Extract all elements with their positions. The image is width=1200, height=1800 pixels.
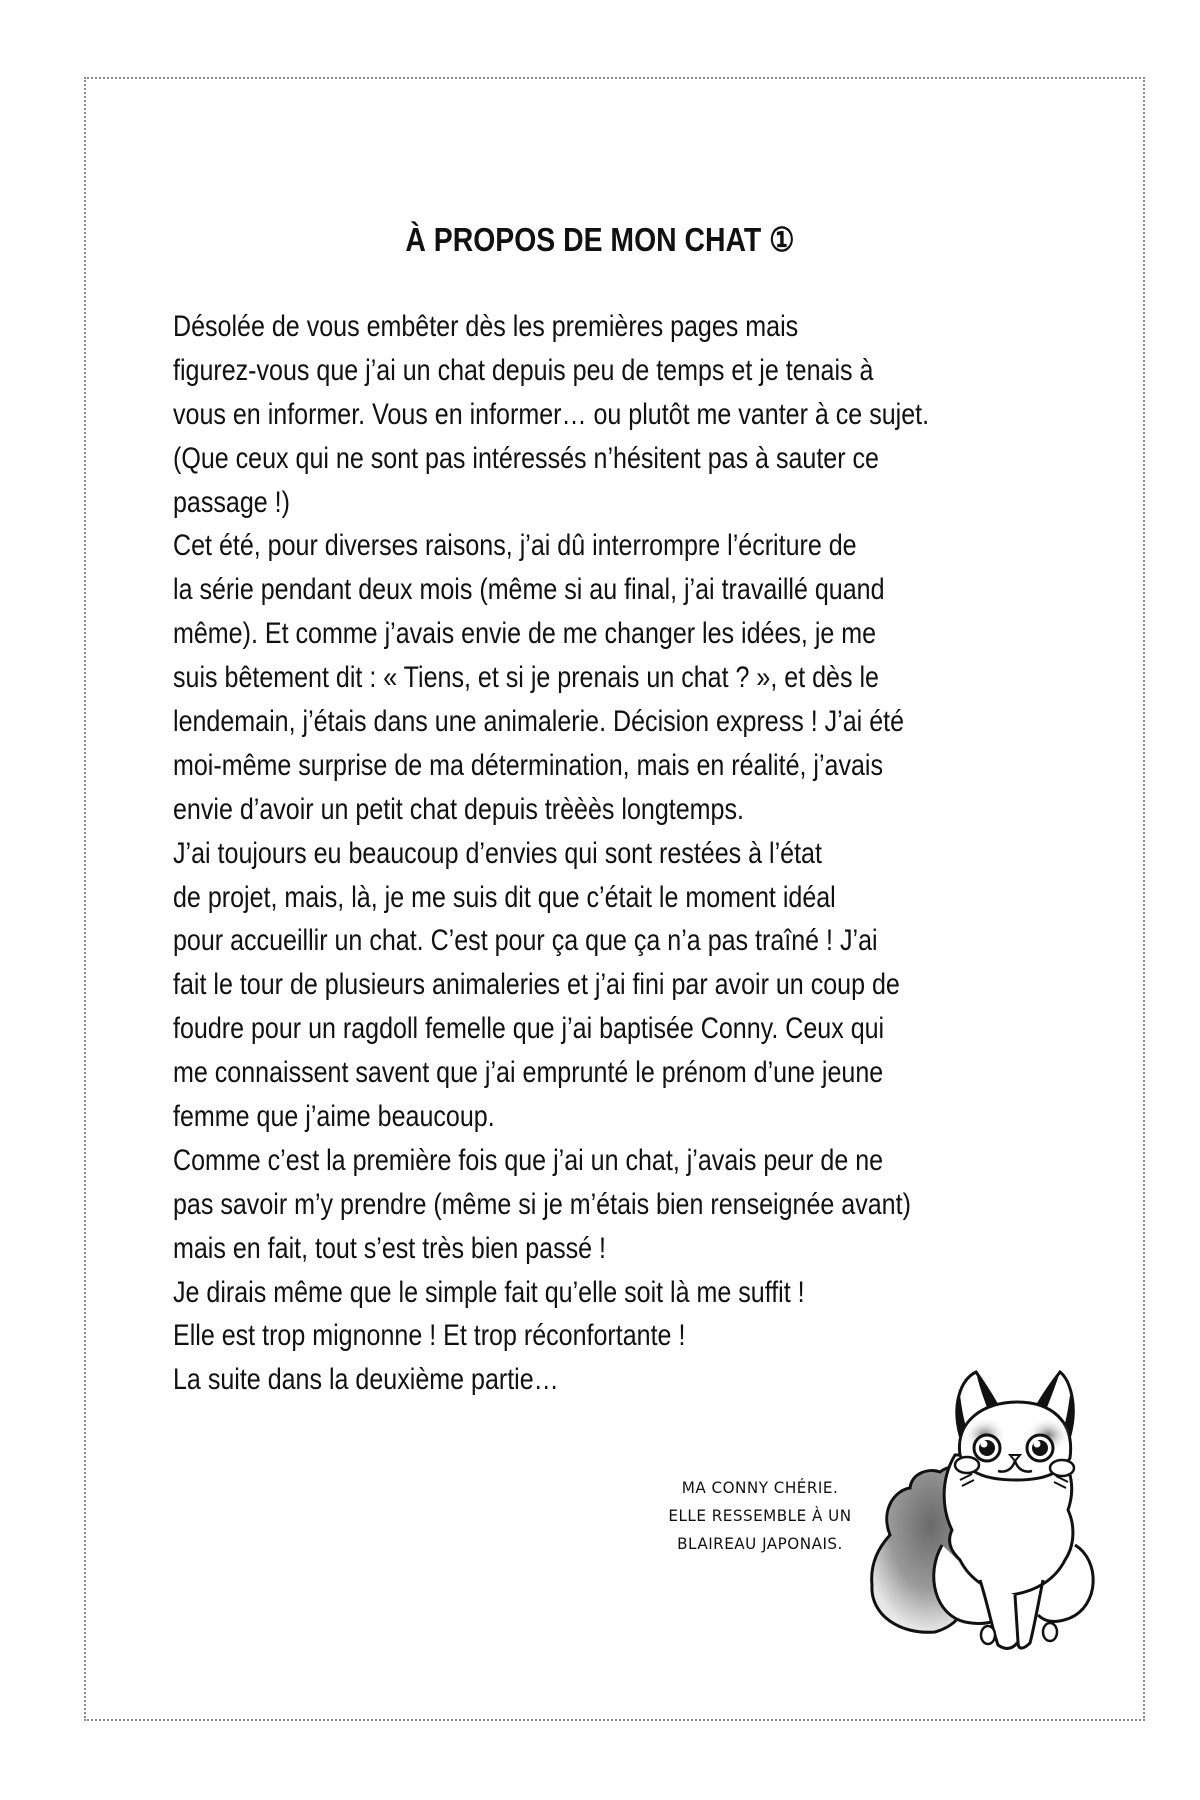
body-line: figurez-vous que j’ai un chat depuis peu de temps et je tenais à (173, 353, 874, 387)
body-line: foudre pour un ragdoll femelle que j’ai baptisée Conny. Ceux qui (173, 1012, 885, 1046)
body-line: Désolée de vous embêter dès les premières pages mais (173, 310, 799, 343)
page-title: À PROPOS DE MON CHAT ① (405, 221, 795, 258)
illustration-caption (660, 1474, 860, 1558)
body-line: pour accueillir un chat. C’est pour ça que ça n’a pas traîné ! J’ai (173, 924, 878, 958)
cat-illustration (860, 1360, 1105, 1665)
body-line: Elle est trop mignonne ! Et trop réconfortante ! (173, 1319, 686, 1353)
body-line: La suite dans la deuxième partie… (173, 1363, 559, 1397)
body-line: lendemain, j’étais dans une animalerie. Décision express ! J’ai été (173, 705, 905, 739)
body-line: envie d’avoir un petit chat depuis trèèès longtemps. (173, 792, 744, 826)
body-line: moi-même surprise de ma détermination, mais en réalité, j’avais (173, 748, 884, 782)
body-line: mais en fait, tout s’est très bien passé ! (173, 1231, 607, 1265)
body-line: la série pendant deux mois (même si au final, j’ai travaillé quand (173, 573, 885, 607)
caption-line: MA CONNY CHÉRIE. (681, 1478, 839, 1497)
body-line: Je dirais même que le simple fait qu’elle soit là me suffit ! (173, 1275, 805, 1309)
caption-line: BLAIREAU JAPONAIS. (677, 1534, 843, 1553)
caption-line: ELLE RESSEMBLE À UN (668, 1506, 852, 1525)
body-line: fait le tour de plusieurs animaleries et j’ai fini par avoir un coup de (173, 968, 900, 1002)
body-line: vous en informer. Vous en informer… ou plutôt me vanter à ce sujet. (173, 397, 930, 431)
body-line: suis bêtement dit : « Tiens, et si je prenais un chat ? », et dès le (173, 661, 879, 695)
body-line: Cet été, pour diverses raisons, j’ai dû interrompre l’écriture de (173, 529, 857, 563)
body-line: même). Et comme j’avais envie de me changer les idées, je me (173, 617, 877, 651)
body-line: de projet, mais, là, je me suis dit que c’était le moment idéal (173, 880, 836, 914)
body-line: J’ai toujours eu beaucoup d’envies qui sont restées à l’état (173, 836, 822, 870)
body-line: Comme c’est la première fois que j’ai un chat, j’avais peur de ne (173, 1143, 884, 1177)
body-line: femme que j’aime beaucoup. (173, 1100, 495, 1134)
body-line: me connaissent savent que j’ai emprunté le prénom d’une jeune (173, 1056, 884, 1090)
body-text (173, 305, 1173, 1402)
body-line: (Que ceux qui ne sont pas intéressés n’hésitent pas à sauter ce (173, 441, 879, 475)
body-line: pas savoir m’y prendre (même si je m’étais bien renseignée avant) (173, 1187, 911, 1221)
body-line: passage !) (173, 485, 290, 519)
